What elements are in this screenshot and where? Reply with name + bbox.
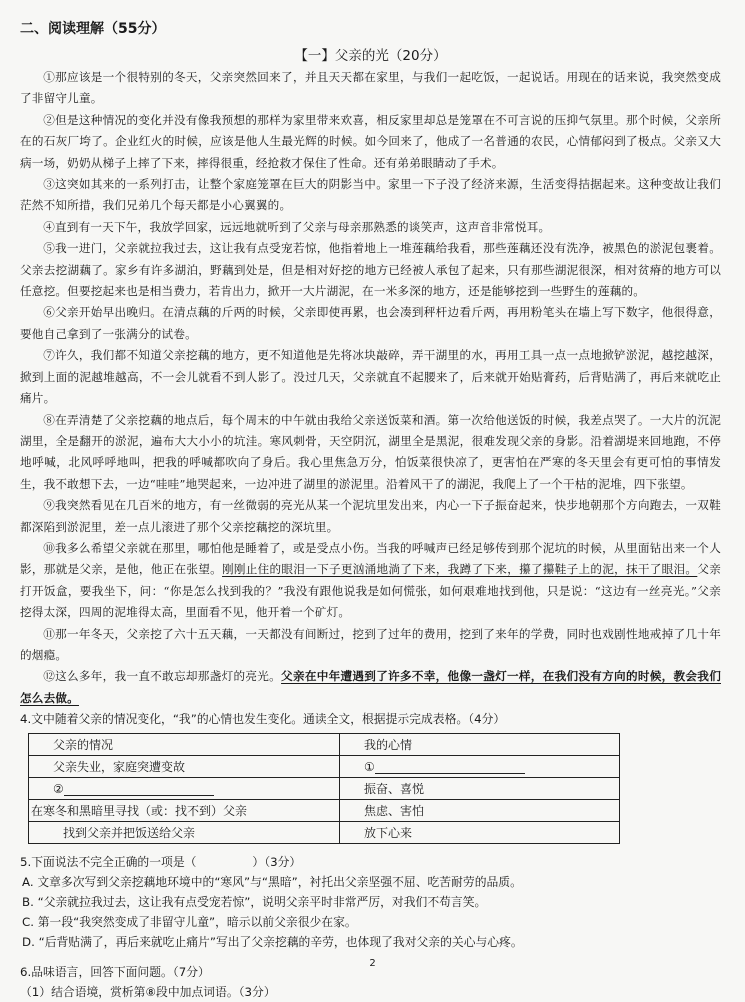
answer-blank[interactable]	[375, 759, 525, 774]
question-6-prompt: 6.品味语言，回答下面问题。（7分）	[20, 965, 210, 980]
option-a: A. 文章多次写到父亲挖藕地环境中的“寒风”与“黑暗”，衬托出父亲坚强不屈、吃苦耐劳的品质。	[22, 875, 522, 890]
option-c: C. 第一段“我突然变成了非留守儿童”，暗示以前父亲很少在家。	[22, 915, 357, 930]
table-cell: 放下心来	[340, 822, 620, 844]
table-cell: 焦虑、害怕	[340, 800, 620, 822]
paragraph-6: ⑥父亲开始早出晚归。在清点藕的斤两的时候，父亲即使再累，也会凑到秤杆边看斤两，再用粉笔头在墙上写下数字，他很得意，要他自己拿到了一张满分的试卷。	[20, 305, 721, 341]
paragraph-3: ③这突如其来的一系列打击，让整个家庭笼罩在巨大的阴影当中。家里一下子没了经济来源，生活变得拮据起来。这种变故让我们茫然不知所措，我们兄弟几个每天都是小心翼翼的。	[20, 177, 721, 213]
table-cell: 找到父亲并把饭送给父亲	[29, 822, 340, 844]
page-number: 2	[369, 958, 376, 969]
paragraph-10-start: ⑩我多么希望父亲就在那里，哪怕他是睡着了，或是受点小伤。当我的呼喊声已经足够传到那个泥坑的时候，从里面钻出来一个人影，那就是父亲，是他，他正在张望。	[20, 540, 721, 577]
answer-blank[interactable]	[64, 781, 214, 796]
paragraph-11: ⑪那一年冬天，父亲挖了六十五天藕，一天都没有间断过，挖到了过年的费用，挖到了来年的学费，同时也戏剧性地戒掉了几十年的烟瘾。	[20, 626, 721, 662]
paragraph-7: ⑦许久，我们都不知道父亲挖藕的地方，更不知道他是先将冰块敲碎，弄干湖里的水，再用工具一点一点地掀铲淤泥，越挖越深，掀到上面的泥越堆越高，不一会儿就看不到人影了。没过几天，父亲就直不起腰来了，后来就开始贴膏药，后背贴满了，再后来就吃止痛片。	[20, 348, 721, 406]
paragraph-12-start: ⑫这么多年，我一直不敢忘却那盏灯的亮光。	[43, 669, 282, 684]
question-5-prompt: 5.下面说法不完全正确的一项是（ ）（3分）	[20, 855, 302, 870]
table-row	[29, 822, 620, 844]
table-cell: 振奋、喜悦	[340, 778, 620, 800]
table-row	[29, 800, 620, 822]
option-d: D. “后背贴满了，再后来就吃止痛片”写出了父亲挖藕的辛劳，也体现了我对父亲的关心与心疼。	[22, 935, 523, 950]
section-heading: 二、阅读理解（55分）	[20, 21, 166, 37]
paragraph-10-underlined: 刚刚止住的眼泪一下子更汹涌地淌了下来，我蹲了下来，攥了攥鞋子上的泥，抹干了眼泪。	[222, 562, 698, 577]
table-cell-blank-1[interactable]: ①	[340, 756, 620, 778]
table-header-right: 我的心情	[340, 734, 620, 756]
paragraph-10-end: 父亲打开饭盒，要我坐下，问：“你是怎么找到我的？”我没有跟他说我是如何慌张，如何艰难地找到他，只是说：“这边有一丝亮光。”父亲挖得太深，四周的泥堆得太高，里面看不见，他开着一个矿灯。	[20, 562, 722, 620]
question-6-sub-1: （1）结合语境，赏析第⑧段中加点词语。（3分）	[20, 985, 276, 1000]
paragraph-12-underlined: 父亲在中年遭遇到了许多不幸，他像一盏灯一样，在我们没有方向的时候，教会我们怎么去做。	[20, 669, 721, 705]
paragraph-9: ⑨我突然看见在几百米的地方，有一丝微弱的亮光从某一个泥坑里发出来，内心一下子振奋起来，快步地朝那个方向跑去，一双鞋都深陷到淤泥里，差一点儿滚进了那个父亲挖藕挖的深坑里。	[20, 498, 721, 534]
question-4-table	[28, 733, 620, 844]
table-cell-blank-2[interactable]: ②	[29, 778, 340, 800]
passage-title: 【一】父亲的光（20分）	[294, 48, 447, 64]
table-row	[29, 756, 620, 778]
paragraph-8: ⑧在弄清楚了父亲挖藕的地点后，每个周末的中午就由我给父亲送饭菜和酒。第一次给他送饭的时候，我差点哭了。一大片的沉泥湖里，全是翻开的淤泥，遍布大大小小的坑洼。寒风刺骨，天空阴沉，湖里全是黑泥，很难发现父亲的身影。沿着湖堤来回地跑，不停地呼喊，北风呼呼地叫，把我的呼喊都吹向了身后。我心里焦急万分，怕饭菜很快凉了，更害怕在严寒的冬天里会有更可怕的事情发生，我不敢想下去，一边“哇哇”地哭起来，一边冲进了湖里的淤泥里。沿着风干了的湖泥，我爬上了一个干枯的泥堆，四下张望。	[20, 412, 721, 491]
table-cell: 在寒冬和黑暗里寻找（或：找不到）父亲	[29, 800, 340, 822]
table-cell: 父亲失业，家庭突遭变故	[29, 756, 340, 778]
table-row	[29, 734, 620, 756]
paragraph-5: ⑤我一进门，父亲就拉我过去，这让我有点受宠若惊，他指着地上一堆莲藕给我看，那些莲藕还没有洗净，被黑色的淤泥包裹着。父亲去挖湖藕了。家乡有许多湖泊，野藕到处是，但是相对好挖的地方已经被人承包了起来，只有那些湖泥很深，相对贫瘠的地方可以任意挖。但要挖起来也是相当费力，若肯出力，掀开一大片湖泥，在一米多深的地方，还是能够挖到一些野生的莲藕的。	[20, 241, 721, 299]
paragraph-10	[20, 538, 721, 624]
paragraph-4: ④直到有一天下午，我放学回家，远远地就听到了父亲与母亲那熟悉的谈笑声，这声音非常悦耳。	[43, 219, 551, 234]
paragraph-1: ①那应该是一个很特别的冬天，父亲突然回来了，并且天天都在家里，与我们一起吃饭，一起说话。用现在的话来说，我突然变成了非留守儿童。	[20, 70, 721, 106]
table-header-left: 父亲的情况	[29, 734, 340, 756]
paragraph-12	[20, 666, 721, 709]
question-4-prompt: 4.文中随着父亲的情况变化，“我”的心情也发生变化。通读全文，根据提示完成表格。（4分）	[20, 712, 506, 727]
option-b: B. “父亲就拉我过去，这让我有点受宠若惊”，说明父亲平时非常严厉，对我们不苟言笑。	[22, 895, 487, 910]
table-row	[29, 778, 620, 800]
paragraph-2: ②但是这种情况的变化并没有像我预想的那样为家里带来欢喜，相反家里却总是笼罩在不可言说的压抑气氛里。那个时候，父亲所在的石灰厂垮了。企业红火的时候，应该是他人生最光辉的时候。如今回来了，他成了一名普通的农民，心情郁闷到了极点。父亲又大病一场，奶奶从梯子上摔了下来，摔得很重，经抢救才保住了性命。还有弟弟眼睛动了手术。	[20, 112, 721, 170]
